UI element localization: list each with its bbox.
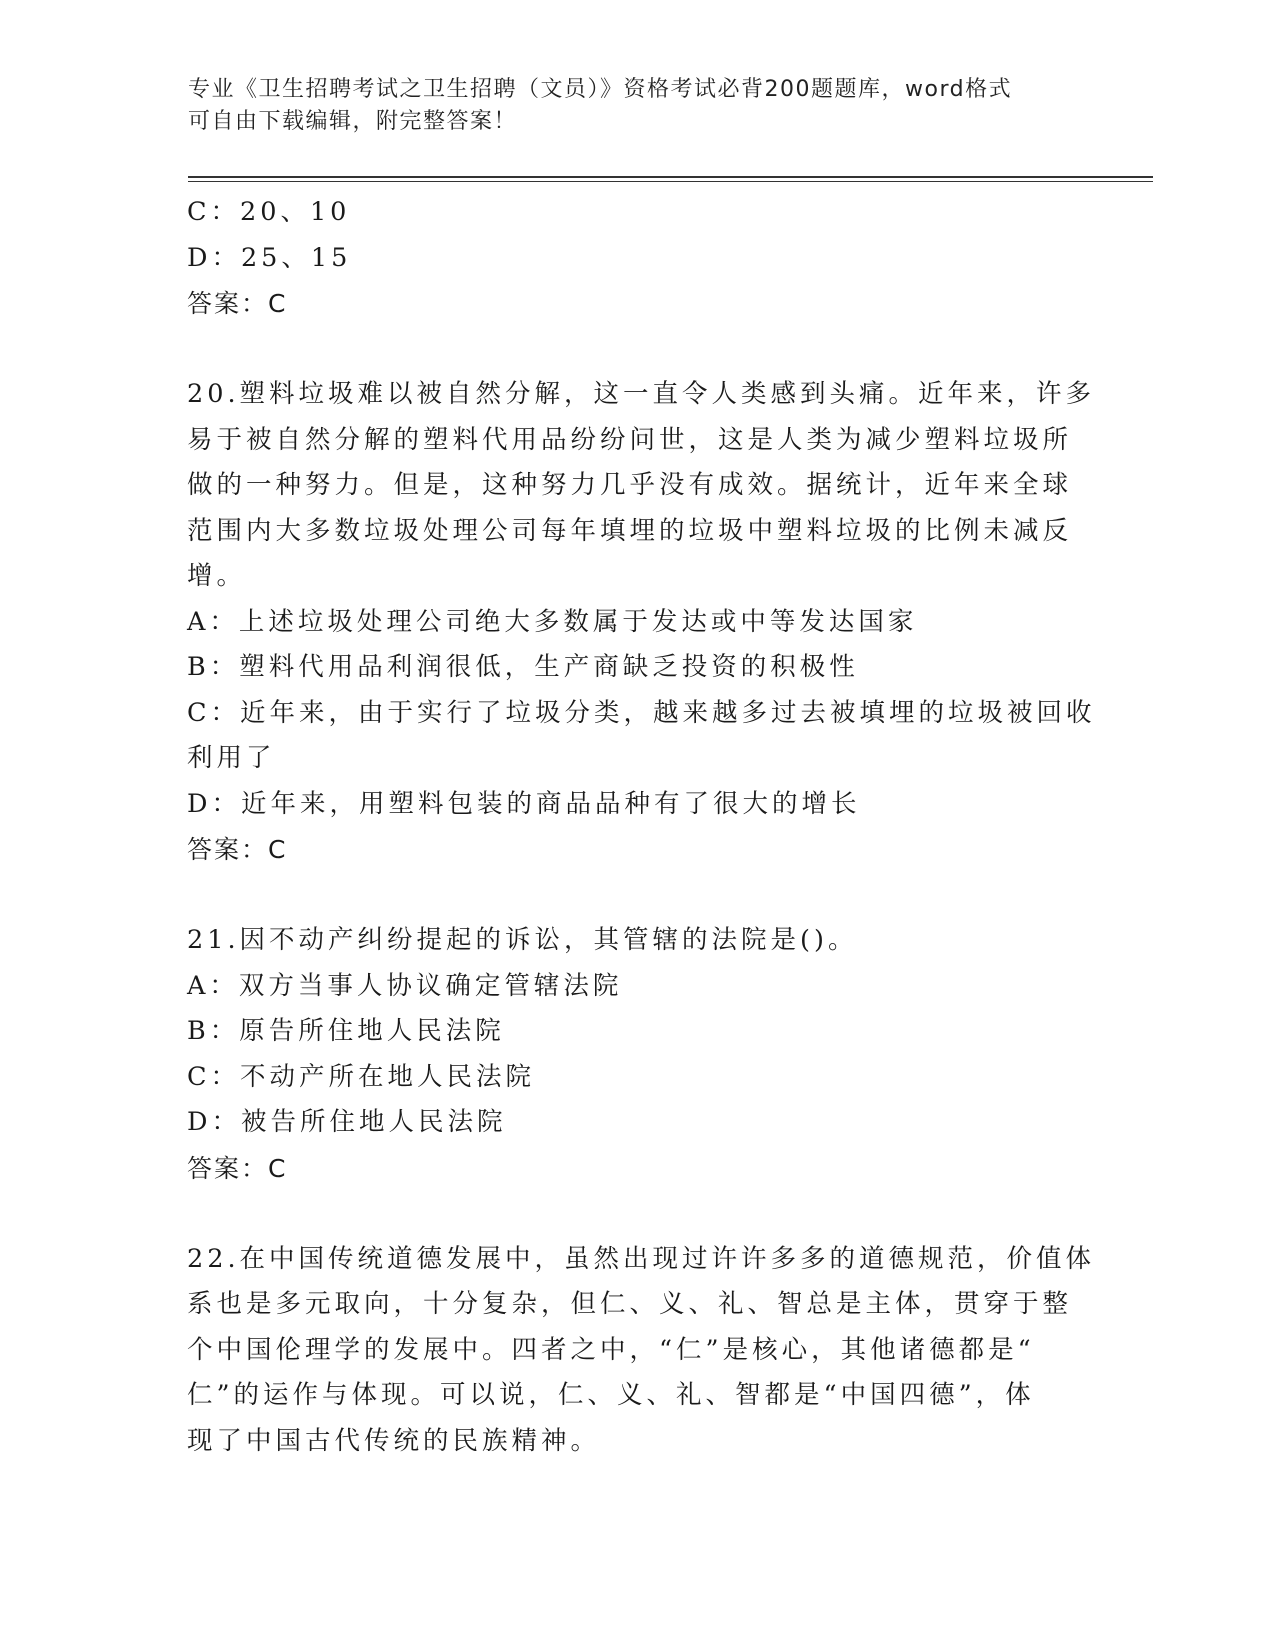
spacer bbox=[187, 873, 1087, 919]
question-stem-line: 增。 bbox=[187, 561, 247, 591]
question-stem-line: 范围内大多数垃圾处理公司每年填埋的垃圾中塑料垃圾的比例未减反 bbox=[187, 515, 1073, 546]
header-line-2: 可自由下载编辑，附完整答案！ bbox=[188, 109, 518, 134]
spacer bbox=[187, 327, 1087, 373]
answer-line: 答案：C bbox=[187, 835, 288, 864]
question-stem-line: 20.塑料垃圾难以被自然分解，这一直令人类感到头痛。近年来，许多 bbox=[187, 379, 1096, 409]
option-b: B：塑料代用品利润很低，生产商缺乏投资的积极性 bbox=[187, 652, 859, 682]
answer-line: 答案：C bbox=[187, 289, 288, 318]
answer-line: 答案：C bbox=[187, 1153, 288, 1183]
question-22 bbox=[187, 1237, 1096, 1465]
question-21 bbox=[187, 918, 1087, 1191]
spacer bbox=[187, 1191, 1087, 1237]
option-d: D：被告所住地人民法院 bbox=[187, 1107, 507, 1137]
option-d: D：近年来，用塑料包装的商品品种有了很大的增长 bbox=[187, 788, 861, 819]
header-divider bbox=[188, 176, 1153, 178]
option-a: A：上述垃圾处理公司绝大多数属于发达或中等发达国家 bbox=[187, 606, 918, 637]
question-stem-line: 仁”的运作与体现。可以说，仁、义、礼、智都是“中国四德”，体 bbox=[187, 1380, 1035, 1410]
question-stem-line: 系也是多元取向，十分复杂，但仁、义、礼、智总是主体，贯穿于整 bbox=[187, 1289, 1073, 1319]
question-stem-line: 22.在中国传统道德发展中，虽然出现过许许多多的道德规范，价值体 bbox=[187, 1243, 1096, 1274]
question-20 bbox=[187, 372, 1096, 873]
question-stem-line: 个中国伦理学的发展中。四者之中，“仁”是核心，其他诸德都是“ bbox=[187, 1334, 1035, 1365]
option-b: B：原告所住地人民法院 bbox=[187, 1016, 505, 1046]
page-header bbox=[188, 74, 1088, 138]
document-body bbox=[187, 190, 1096, 1464]
option-d: D：25、15 bbox=[187, 242, 352, 273]
question-stem-line: 21.因不动产纠纷提起的诉讼，其管辖的法院是()。 bbox=[187, 925, 858, 955]
question-stem-line: 易于被自然分解的塑料代用品纷纷问世，这是人类为减少塑料垃圾所 bbox=[187, 424, 1073, 455]
header-line-1: 专业《卫生招聘考试之卫生招聘（文员）》资格考试必背200题题库，word格式 bbox=[188, 77, 1013, 102]
option-c-continued: 利用了 bbox=[187, 743, 276, 773]
option-c: C：近年来，由于实行了垃圾分类，越来越多过去被填埋的垃圾被回收 bbox=[187, 697, 1096, 728]
question-stem-line: 现了中国古代传统的民族精神。 bbox=[187, 1425, 601, 1456]
option-a: A：双方当事人协议确定管辖法院 bbox=[187, 970, 623, 1001]
option-c: C：20、10 bbox=[187, 197, 351, 227]
option-c: C：不动产所在地人民法院 bbox=[187, 1061, 536, 1092]
question-19-tail bbox=[187, 190, 1087, 327]
question-stem-line: 做的一种努力。但是，这种努力几乎没有成效。据统计，近年来全球 bbox=[187, 470, 1073, 500]
header-divider-thin bbox=[188, 181, 1153, 182]
